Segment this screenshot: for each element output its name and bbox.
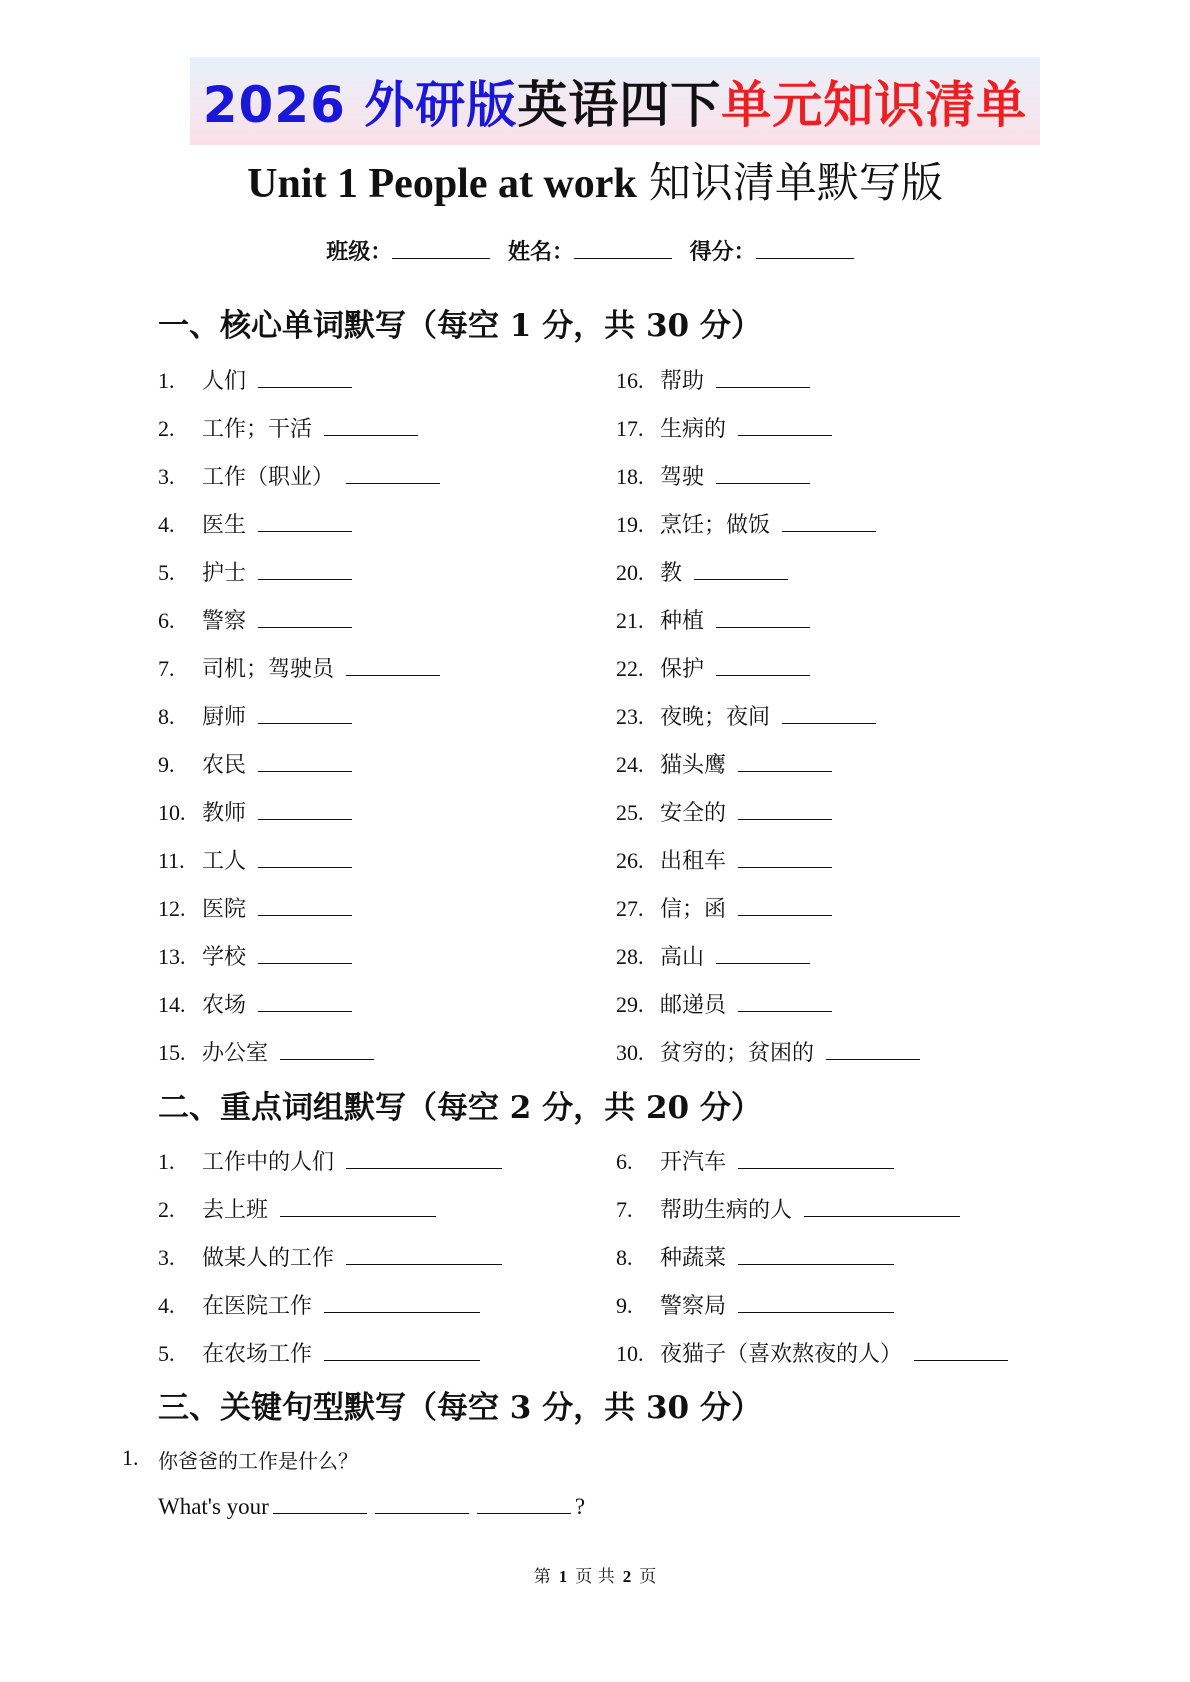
list-item [616, 797, 832, 827]
answer-blank[interactable] [738, 1290, 894, 1313]
item-number: 19. [616, 512, 644, 537]
list-item [158, 701, 352, 731]
item-number: 21. [616, 608, 644, 633]
answer-blank[interactable] [258, 749, 352, 772]
item-number: 26. [616, 848, 644, 873]
sentence-chinese: 你爸爸的工作是什么？ [158, 1449, 358, 1473]
list-item [158, 1338, 480, 1368]
answer-blank[interactable] [738, 989, 832, 1012]
item-prompt: 在医院工作 [202, 1294, 313, 1319]
list-item [158, 941, 352, 971]
list-item [158, 653, 440, 683]
item-prompt: 医院 [202, 897, 247, 922]
list-item [616, 413, 832, 443]
list-item [158, 989, 352, 1019]
item-prompt: 帮助生病的人 [660, 1198, 793, 1223]
answer-blank[interactable] [324, 1290, 480, 1313]
answer-blank[interactable] [738, 1146, 894, 1169]
answer-blank[interactable] [914, 1338, 1008, 1361]
item-prompt: 猫头鹰 [660, 753, 727, 778]
item-number: 9. [616, 1293, 633, 1318]
item-prompt: 保护 [660, 657, 705, 682]
name-blank[interactable] [574, 236, 672, 259]
item-number: 15. [158, 1040, 186, 1065]
list-item [616, 1242, 894, 1272]
item-number: 18. [616, 464, 644, 489]
item-prompt: 做某人的工作 [202, 1246, 335, 1271]
unit-title-chinese: 知识清单默写版 [648, 158, 943, 207]
item-prompt: 烹饪；做饭 [660, 513, 771, 538]
list-item [616, 1338, 1008, 1368]
item-prompt: 警察局 [660, 1294, 727, 1319]
unit-title [0, 150, 1190, 210]
answer-blank[interactable] [258, 941, 352, 964]
answer-blank[interactable] [280, 1194, 436, 1217]
answer-blank[interactable] [738, 749, 832, 772]
footer-middle: 页 共 [575, 1567, 615, 1587]
item-number: 8. [616, 1245, 633, 1270]
item-prompt: 去上班 [202, 1198, 269, 1223]
item-number: 24. [616, 752, 644, 777]
item-number: 12. [158, 896, 186, 921]
list-item [158, 1146, 502, 1176]
list-item [616, 653, 810, 683]
item-number: 5. [158, 1341, 175, 1366]
item-prompt: 教师 [202, 801, 247, 826]
sentence-blank[interactable] [273, 1493, 367, 1514]
item-prompt: 工作中的人们 [202, 1150, 335, 1175]
item-prompt: 工作（职业） [202, 465, 335, 490]
item-number: 30. [616, 1040, 644, 1065]
answer-blank[interactable] [716, 461, 810, 484]
item-number: 20. [616, 560, 644, 585]
list-item [158, 461, 440, 491]
list-item [616, 557, 788, 587]
answer-blank[interactable] [738, 1242, 894, 1265]
list-item [158, 893, 352, 923]
sentence-english-start: What's your [158, 1494, 269, 1519]
item-number: 14. [158, 992, 186, 1017]
item-prompt: 生病的 [660, 417, 727, 442]
item-prompt: 贫穷的；贫困的 [660, 1041, 815, 1066]
list-item [616, 461, 810, 491]
banner-part-list: 单元知识清单 [721, 76, 1028, 134]
footer-suffix: 页 [639, 1567, 657, 1587]
item-prompt: 农场 [202, 993, 247, 1018]
footer-page-number: 1 [558, 1567, 568, 1586]
item-number: 6. [158, 608, 175, 633]
item-number: 10. [616, 1341, 644, 1366]
footer-total-pages: 2 [622, 1567, 632, 1586]
item-number: 16. [616, 368, 644, 393]
item-prompt: 驾驶 [660, 465, 705, 490]
list-item [616, 893, 832, 923]
item-prompt: 种植 [660, 609, 705, 634]
item-number: 22. [616, 656, 644, 681]
item-prompt: 工人 [202, 849, 247, 874]
answer-blank[interactable] [346, 461, 440, 484]
list-item [616, 1037, 920, 1067]
answer-blank[interactable] [324, 1338, 480, 1361]
answer-blank[interactable] [258, 893, 352, 916]
list-item [158, 365, 352, 395]
item-number: 28. [616, 944, 644, 969]
item-number: 11. [158, 848, 185, 873]
answer-blank[interactable] [280, 1037, 374, 1060]
sentence-blank[interactable] [375, 1493, 469, 1514]
section1-title: 一、核心单词默写（每空 1 分，共 30 分） [158, 308, 762, 344]
item-prompt: 司机；驾驶员 [202, 657, 335, 682]
item-number: 27. [616, 896, 644, 921]
item-prompt: 在农场工作 [202, 1342, 313, 1367]
item-prompt: 工作；干活 [202, 417, 313, 442]
score-label: 得分： [689, 239, 756, 265]
class-blank[interactable] [392, 236, 490, 259]
answer-blank[interactable] [716, 605, 810, 628]
list-item [158, 797, 352, 827]
answer-blank[interactable] [258, 845, 352, 868]
item-prompt: 警察 [202, 609, 247, 634]
item-number: 5. [158, 560, 175, 585]
list-item [158, 605, 352, 635]
class-label: 班级： [326, 239, 393, 265]
answer-blank[interactable] [258, 365, 352, 388]
list-item [616, 749, 832, 779]
answer-blank[interactable] [258, 557, 352, 580]
item-prompt: 教 [660, 561, 683, 586]
answer-blank[interactable] [738, 893, 832, 916]
item-number: 17. [616, 416, 644, 441]
item-number: 3. [158, 1245, 175, 1270]
list-item [616, 941, 810, 971]
answer-blank[interactable] [782, 701, 876, 724]
list-item [158, 1290, 480, 1320]
item-number: 1. [158, 368, 175, 393]
list-item [616, 1290, 894, 1320]
section2-title: 二、重点词组默写（每空 2 分，共 20 分） [158, 1090, 762, 1126]
item-number: 7. [616, 1197, 633, 1222]
sentence-english-end: ? [574, 1494, 586, 1519]
list-item [158, 557, 352, 587]
unit-title-english: Unit 1 People at work [247, 161, 637, 207]
name-label: 姓名： [507, 239, 574, 265]
item-number: 13. [158, 944, 186, 969]
answer-blank[interactable] [716, 653, 810, 676]
answer-blank[interactable] [782, 509, 876, 532]
item-number: 29. [616, 992, 644, 1017]
section3-title: 三、关键句型默写（每空 3 分，共 30 分） [158, 1390, 762, 1426]
student-info-line [0, 235, 1190, 266]
list-item [616, 701, 876, 731]
item-number: 4. [158, 512, 175, 537]
item-prompt: 信；函 [660, 897, 727, 922]
list-item [616, 1194, 960, 1224]
sentence-english [158, 1493, 585, 1520]
item-prompt: 人们 [202, 369, 247, 394]
answer-blank[interactable] [346, 1146, 502, 1169]
item-prompt: 农民 [202, 753, 247, 778]
banner-part-subject: 英语四下 [517, 76, 722, 134]
sentence-blank[interactable] [477, 1493, 571, 1514]
item-prompt: 厨师 [202, 705, 247, 730]
answer-blank[interactable] [324, 413, 418, 436]
answer-blank[interactable] [258, 797, 352, 820]
list-item [158, 749, 352, 779]
page-footer [0, 1562, 1190, 1587]
list-item [158, 509, 352, 539]
list-item [616, 605, 810, 635]
item-number: 9. [158, 752, 175, 777]
score-blank[interactable] [756, 236, 854, 259]
item-number: 1. [158, 1149, 175, 1174]
item-number: 2. [158, 416, 175, 441]
banner-part-edition: 2026 外研版 [202, 76, 518, 134]
item-prompt: 护士 [202, 561, 247, 586]
item-prompt: 夜猫子（喜欢熬夜的人） [660, 1342, 903, 1367]
list-item [158, 1194, 436, 1224]
answer-blank[interactable] [694, 557, 788, 580]
item-number: 25. [616, 800, 644, 825]
item-prompt: 帮助 [660, 369, 705, 394]
answer-blank[interactable] [804, 1194, 960, 1217]
item-number: 3. [158, 464, 175, 489]
item-prompt: 高山 [660, 945, 705, 970]
item-number: 8. [158, 704, 175, 729]
list-item [616, 1146, 894, 1176]
item-number: 23. [616, 704, 644, 729]
list-item [158, 845, 352, 875]
answer-blank[interactable] [826, 1037, 920, 1060]
list-item [616, 989, 832, 1019]
item-number: 6. [616, 1149, 633, 1174]
item-prompt: 夜晚；夜间 [660, 705, 771, 730]
answer-blank[interactable] [738, 413, 832, 436]
answer-blank[interactable] [738, 845, 832, 868]
answer-blank[interactable] [258, 605, 352, 628]
item-prompt: 安全的 [660, 801, 727, 826]
answer-blank[interactable] [716, 365, 810, 388]
sentence-number: 1. [122, 1445, 139, 1470]
list-item [158, 413, 418, 443]
item-prompt: 种蔬菜 [660, 1246, 727, 1271]
answer-blank[interactable] [346, 1242, 502, 1265]
list-item [616, 845, 832, 875]
list-item [616, 509, 876, 539]
title-banner [190, 57, 1040, 145]
item-prompt: 邮递员 [660, 993, 727, 1018]
answer-blank[interactable] [738, 797, 832, 820]
answer-blank[interactable] [716, 941, 810, 964]
answer-blank[interactable] [258, 509, 352, 532]
list-item [158, 1037, 374, 1067]
list-item [158, 1242, 502, 1272]
item-prompt: 医生 [202, 513, 247, 538]
answer-blank[interactable] [346, 653, 440, 676]
footer-prefix: 第 [533, 1567, 551, 1587]
item-prompt: 学校 [202, 945, 247, 970]
item-prompt: 出租车 [660, 849, 727, 874]
item-prompt: 开汽车 [660, 1150, 727, 1175]
answer-blank[interactable] [258, 701, 352, 724]
item-number: 10. [158, 800, 186, 825]
list-item [616, 365, 810, 395]
item-prompt: 办公室 [202, 1041, 269, 1066]
answer-blank[interactable] [258, 989, 352, 1012]
item-number: 4. [158, 1293, 175, 1318]
item-number: 7. [158, 656, 175, 681]
item-number: 2. [158, 1197, 175, 1222]
